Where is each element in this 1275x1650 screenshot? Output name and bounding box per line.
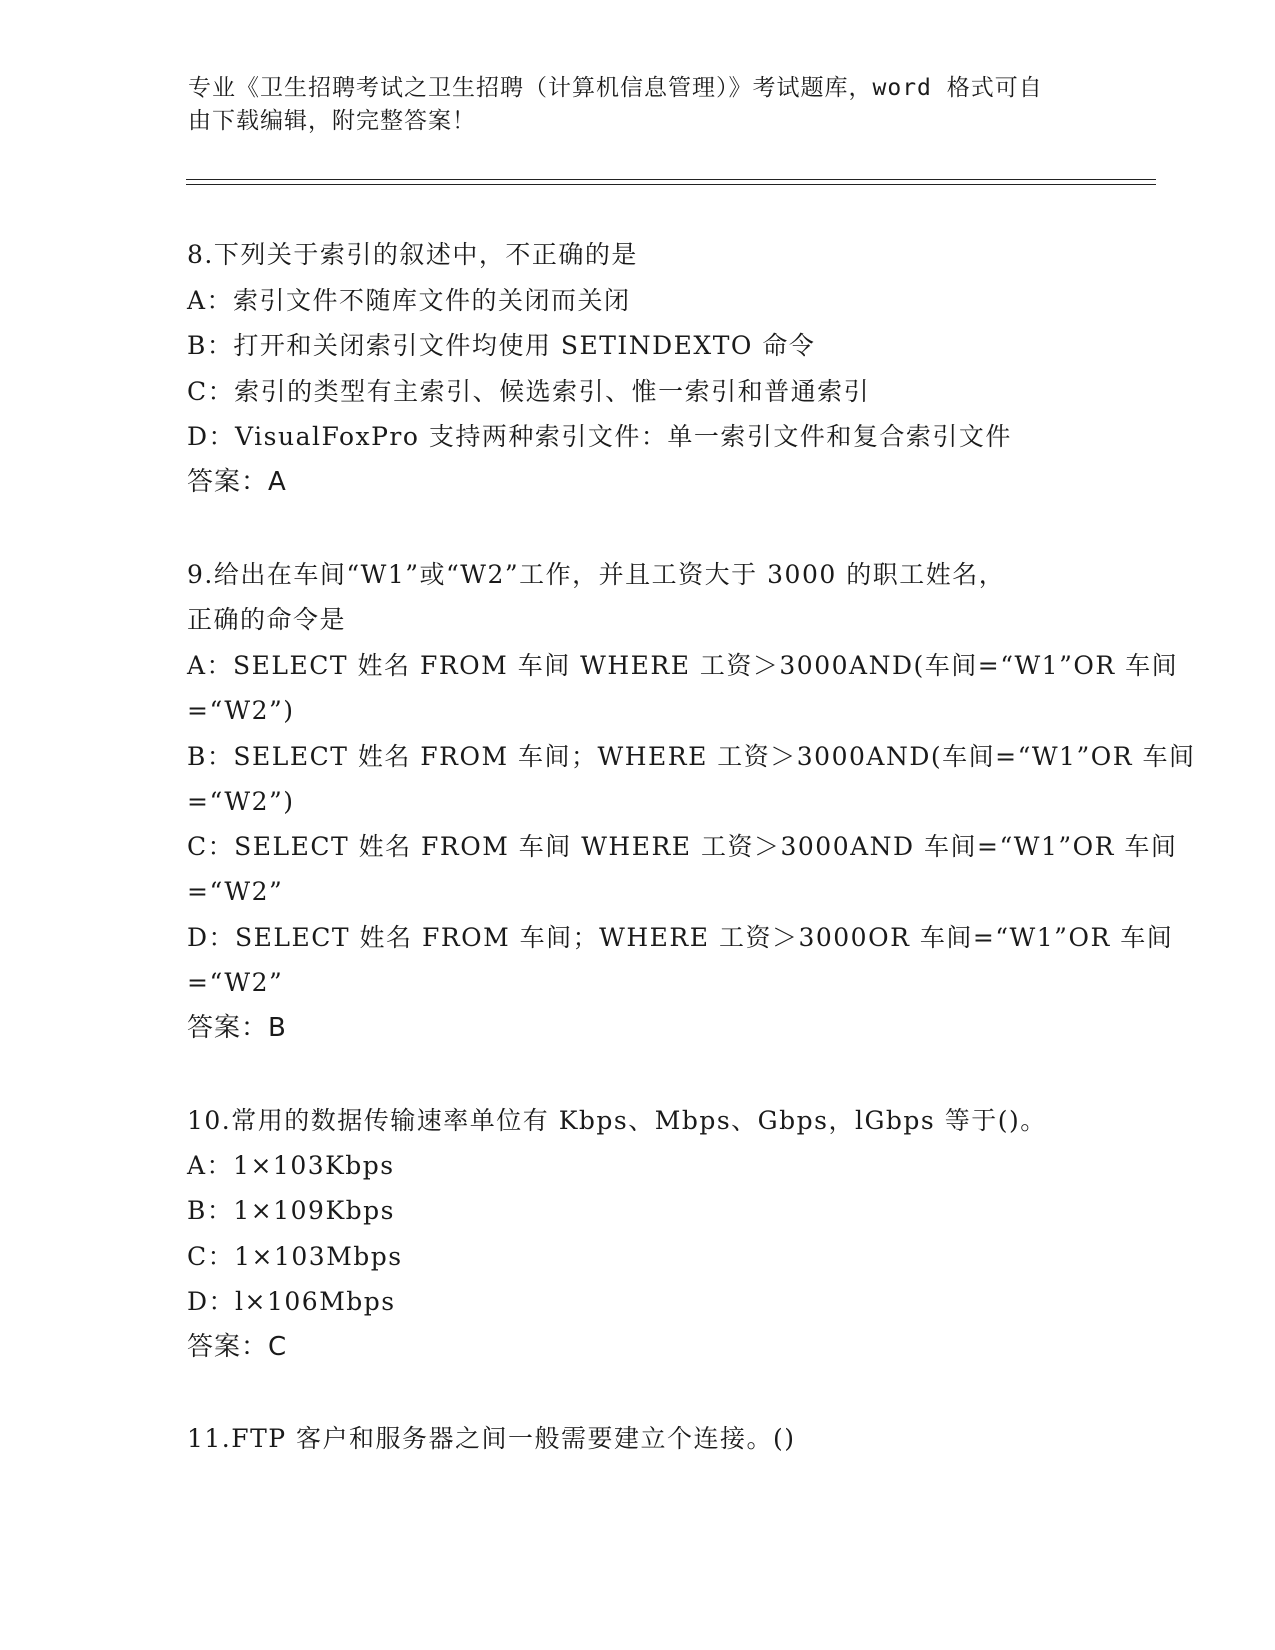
option-d: D：VisualFoxPro 支持两种索引文件：单一索引文件和复合索引文件: [187, 422, 1012, 451]
document-header: [188, 72, 1068, 138]
option-a: A：SELECT 姓名 FROM 车间 WHERE 工资＞3000AND(车间=“W1”OR 车间: [187, 651, 1179, 680]
option-a-continued: =“W2”): [187, 696, 295, 725]
option-c-continued: =“W2”: [187, 877, 284, 906]
option-d: D：SELECT 姓名 FROM 车间；WHERE 工资＞3000OR 车间=“W1”OR 车间: [187, 923, 1174, 952]
option-d-continued: =“W2”: [187, 968, 284, 997]
question-stem: 10.常用的数据传输速率单位有 Kbps、Mbps、Gbps，lGbps 等于()。: [187, 1106, 1047, 1135]
answer-label: 答案：C: [187, 1332, 288, 1362]
header-divider-bottom: [186, 184, 1156, 185]
question-stem-continued: 正确的命令是: [187, 605, 347, 634]
question-stem: 11.FTP 客户和服务器之间一般需要建立个连接。(): [187, 1424, 796, 1453]
question-stem: 9.给出在车间“W1”或“W2”工作，并且工资大于 3000 的职工姓名，: [187, 560, 1006, 589]
header-line-2: 由下载编辑，附完整答案！: [188, 108, 476, 134]
option-b: B：SELECT 姓名 FROM 车间；WHERE 工资＞3000AND(车间=“W1”OR 车间: [187, 742, 1196, 771]
answer-label: 答案：A: [187, 467, 287, 497]
answer-label: 答案：B: [187, 1013, 287, 1043]
option-c: C：索引的类型有主索引、候选索引、惟一索引和普通索引: [187, 377, 871, 406]
option-b: B：打开和关闭索引文件均使用 SETINDEXTO 命令: [187, 331, 816, 360]
option-c: C：1×103Mbps: [187, 1242, 403, 1271]
option-a: A：索引文件不随库文件的关闭而关闭: [187, 286, 631, 315]
header-line-1: 专业《卫生招聘考试之卫生招聘（计算机信息管理）》考试题库，word 格式可自: [188, 75, 1043, 101]
option-d: D：l×106Mbps: [187, 1287, 396, 1316]
question-stem: 8.下列关于索引的叙述中，不正确的是: [187, 240, 638, 269]
option-b: B：1×109Kbps: [187, 1196, 395, 1225]
option-c: C：SELECT 姓名 FROM 车间 WHERE 工资＞3000AND 车间=“W1”OR 车间: [187, 832, 1178, 861]
option-b-continued: =“W2”): [187, 787, 295, 816]
header-divider-top: [186, 179, 1156, 180]
option-a: A：1×103Kbps: [187, 1151, 395, 1180]
